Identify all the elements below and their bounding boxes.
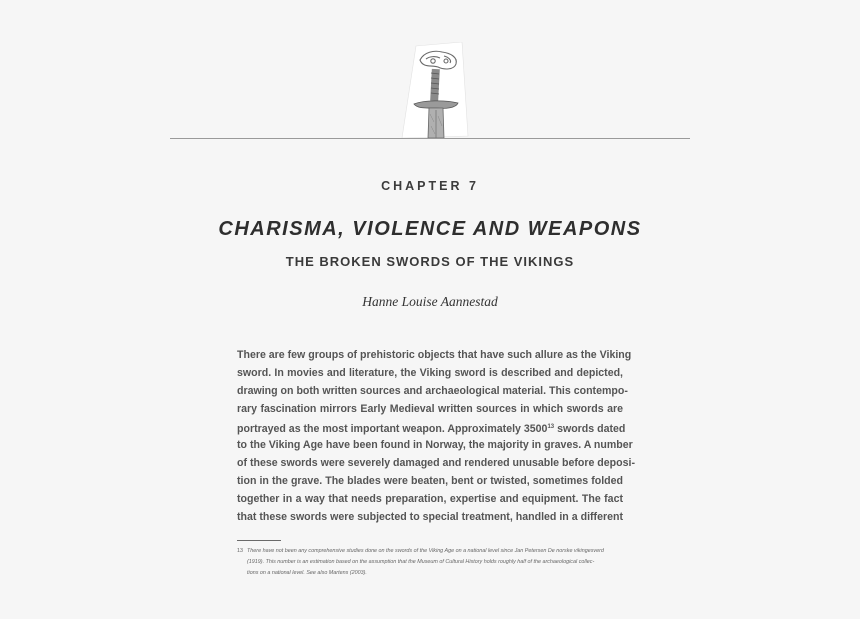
body-line: There are few groups of prehistoric objects that have such allure as the Viking	[237, 349, 632, 361]
body-line: together in a way that needs preparation, expertise and equipment. The fact	[237, 493, 623, 505]
body-line: rary fascination mirrors Early Medieval written sources in which swords are	[237, 403, 623, 415]
footnote-rule	[237, 540, 281, 541]
body-line-segment: portrayed as the most important weapon. Approximately 3500	[237, 423, 548, 435]
body-line: tion in the grave. The blades were beaten, bent or twisted, sometimes folded	[237, 475, 623, 487]
footnote-line: tions on a national level. See also Martens (2003).	[247, 570, 367, 576]
chapter-label: CHAPTER 7	[381, 179, 479, 193]
sword-icon	[398, 42, 470, 138]
footnote-text	[247, 546, 623, 579]
body-line-with-footnote	[237, 418, 626, 436]
author-name: Hanne Louise Aannestad	[362, 294, 498, 309]
body-line: drawing on both written sources and archaeological material. This contempo-	[237, 385, 628, 397]
footnote	[237, 546, 623, 579]
body-line: of these swords were severely damaged and rendered unusable before deposi-	[237, 457, 635, 469]
body-line: to the Viking Age have been found in Norway, the majority in graves. A number	[237, 439, 633, 451]
body-line: that these swords were subjected to special treatment, handled in a different	[237, 511, 623, 523]
body-line-segment: swords	[554, 423, 595, 435]
footnote-line: (1919). This number is an estimation based on the assumption that the Museum of Cultural History holds roughly half of the archaeological collec-	[247, 559, 595, 565]
header-rule	[170, 138, 690, 139]
footnote-line: There have not been any comprehensive studies done on the swords of the Viking Age on a national level since Jan Petersen De norske vikingesverd	[247, 548, 604, 554]
body-paragraph	[237, 346, 635, 526]
footnote-number: 13	[237, 548, 243, 554]
body-line: sword. In movies and literature, the Viking sword is described and depicted,	[237, 367, 623, 379]
chapter-subtitle: THE BROKEN SWORDS OF THE VIKINGS	[285, 254, 575, 269]
chapter-title: CHARISMA, VIOLENCE AND WEAPONS	[218, 218, 642, 240]
body-line-segment: dated	[597, 423, 626, 435]
footnote-reference[interactable]: 13	[547, 424, 555, 430]
